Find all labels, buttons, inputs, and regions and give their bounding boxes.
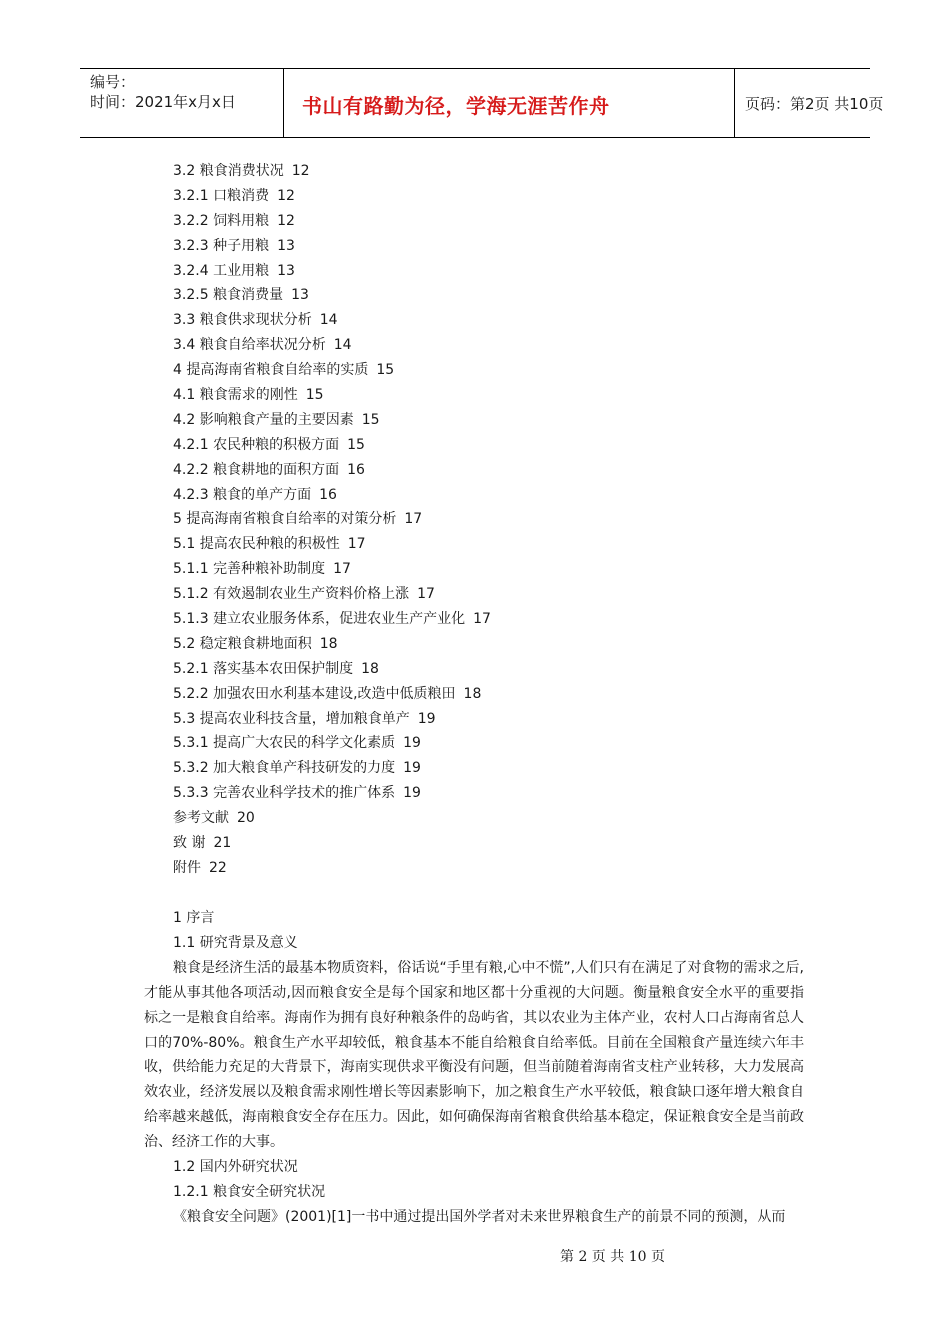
toc-entry-title: 参考文献 <box>173 810 229 827</box>
toc-entry-page: 16 <box>347 461 365 478</box>
table-of-contents <box>173 160 491 882</box>
toc-entry-page: 17 <box>473 611 491 628</box>
toc-entry-page: 17 <box>333 561 351 578</box>
toc-entry-title: 致 谢 <box>173 835 206 852</box>
header-motto-cell <box>284 69 735 137</box>
header-page-cell <box>745 69 884 137</box>
subsubsection-heading: 1.2.1 粮食安全研究状况 <box>173 1183 326 1200</box>
toc-entry-title: 5.2 稳定粮食耕地面积 <box>173 635 312 652</box>
toc-entry-page: 17 <box>404 511 423 528</box>
toc-entry-title: 5.1.2 有效遏制农业生产资料价格上涨 <box>173 586 410 603</box>
toc-entry-title: 5.1.3 建立农业服务体系，促进农业生产产业化 <box>173 611 466 628</box>
toc-entry-page: 18 <box>361 660 379 677</box>
toc-entry-page: 14 <box>333 337 352 354</box>
toc-entry-page: 18 <box>319 635 338 652</box>
toc-entry-page: 13 <box>277 262 295 279</box>
toc-entry-page: 12 <box>277 187 295 204</box>
toc-entry <box>173 334 491 359</box>
toc-entry-page: 15 <box>361 411 380 428</box>
toc-entry-title: 5.1.1 完善种粮补助制度 <box>173 561 326 578</box>
toc-entry-page: 20 <box>237 810 255 827</box>
toc-entry-title: 4.2.3 粮食的单产方面 <box>173 486 312 503</box>
subsection-heading: 1.1 研究背景及意义 <box>173 934 298 951</box>
toc-entry <box>173 732 491 757</box>
toc-entry-page: 21 <box>213 835 232 852</box>
toc-entry <box>173 583 491 608</box>
toc-entry <box>173 683 491 708</box>
toc-entry <box>173 832 491 857</box>
toc-entry-page: 19 <box>403 785 421 802</box>
toc-entry-page: 15 <box>376 362 395 379</box>
toc-entry <box>173 210 491 235</box>
section-heading: 1 序言 <box>173 910 215 926</box>
header-meta <box>80 69 284 137</box>
toc-entry-title: 3.2.2 饲料用粮 <box>173 212 270 229</box>
toc-entry <box>173 558 491 583</box>
toc-entry <box>173 260 491 285</box>
toc-entry-title: 3.3 粮食供求现状分析 <box>173 312 312 329</box>
toc-entry <box>173 434 491 459</box>
toc-entry <box>173 658 491 683</box>
body-paragraph: 粮食是经济生活的最基本物质资料，俗话说“手里有粮,心中不慌”,人们只有在满足了对食物的需求之后,才能从事其他各项活动,因而粮食安全是每个国家和地区都十分重视的大问题。衡量粮食安全水平的重要指标之一是粮食自给率。海南作为拥有良好种粮条件的岛屿省，其以农业为主体产业，农村人口占海南省总人口的70%-80%。粮食生产水平却较低，粮食基本不能自给粮食自给率低。目前在全国粮食产量连续六年丰收，供给能力充足的大背景下，海南实现供求平衡没有问题，但当前随着海南省支柱产业转移，大力发展高效农业，经济发展以及粮食需求刚性增长等因素影响下，加之粮食生产水平较低，粮食缺口逐年增大粮食自给率越来越低，海南粮食安全存在压力。因此，如何确保海南省粮食供给基本稳定，保证粮食安全是当前政治、经济工作的大事。 <box>144 959 804 1151</box>
toc-entry-page: 17 <box>347 536 366 553</box>
toc-entry <box>173 359 491 384</box>
body-paragraph: 《粮食安全问题》(2001)[1]一书中通过提出国外学者对未来世界粮食生产的前景不同的预测，从而 <box>173 1208 786 1225</box>
toc-entry-title: 5.3 提高农业科技含量，增加粮食单产 <box>173 710 410 727</box>
toc-entry-page: 12 <box>277 212 295 229</box>
toc-entry-title: 3.2 粮食消费状况 <box>173 163 284 179</box>
toc-entry-title: 5.2.2 加强农田水利基本建设,改造中低质粮田 <box>173 685 456 702</box>
toc-entry <box>173 484 491 509</box>
toc-entry-title: 附件 <box>173 859 201 876</box>
toc-entry-page: 15 <box>305 387 324 404</box>
toc-entry-page: 15 <box>347 436 365 453</box>
toc-entry <box>173 533 491 558</box>
toc-entry-title: 5.2.1 落实基本农田保护制度 <box>173 660 354 677</box>
toc-entry <box>173 633 491 658</box>
toc-entry-page: 22 <box>209 859 227 876</box>
toc-entry <box>173 185 491 210</box>
toc-entry-title: 3.2.1 口粮消费 <box>173 187 270 204</box>
toc-entry-page: 12 <box>291 163 310 179</box>
toc-entry-title: 3.4 粮食自给率状况分析 <box>173 337 326 354</box>
toc-entry-title: 4.2.1 农民种粮的积极方面 <box>173 436 340 453</box>
toc-entry-title: 5.3.3 完善农业科学技术的推广体系 <box>173 785 396 802</box>
toc-entry-page: 17 <box>417 586 435 603</box>
toc-entry-title: 3.2.5 粮食消费量 <box>173 287 284 304</box>
toc-entry <box>173 508 491 533</box>
toc-entry-title: 4.1 粮食需求的刚性 <box>173 387 298 404</box>
toc-entry-title: 5.3.2 加大粮食单产科技研发的力度 <box>173 760 396 777</box>
document-time: 时间：2021年x月x日 <box>90 93 236 111</box>
toc-entry <box>173 384 491 409</box>
toc-entry-title: 5.1 提高农民种粮的积极性 <box>173 536 340 553</box>
toc-entry <box>173 857 491 882</box>
toc-entry <box>173 608 491 633</box>
page-footer: 第 2 页 共 10 页 <box>560 1249 665 1265</box>
toc-entry-page: 14 <box>319 312 338 329</box>
toc-entry <box>173 757 491 782</box>
toc-entry <box>173 459 491 484</box>
header-motto: 书山有路勤为径，学海无涯苦作舟 <box>302 94 610 118</box>
toc-entry-page: 19 <box>417 710 436 727</box>
toc-entry <box>173 409 491 434</box>
toc-entry-page: 13 <box>291 287 309 304</box>
toc-entry-title: 4 提高海南省粮食自给率的实质 <box>173 362 369 379</box>
toc-entry-title: 4.2 影响粮食产量的主要因素 <box>173 411 354 428</box>
toc-entry-title: 3.2.4 工业用粮 <box>173 262 270 279</box>
toc-entry <box>173 708 491 733</box>
toc-entry-title: 3.2.3 种子用粮 <box>173 237 270 254</box>
toc-entry-page: 16 <box>319 486 337 503</box>
page-header <box>80 68 884 138</box>
toc-entry-page: 13 <box>277 237 295 254</box>
subsection-heading: 1.2 国内外研究状况 <box>173 1159 298 1176</box>
toc-entry-title: 5 提高海南省粮食自给率的对策分析 <box>173 511 397 528</box>
toc-entry-page: 19 <box>403 735 421 752</box>
toc-entry-title: 5.3.1 提高广大农民的科学文化素质 <box>173 735 396 752</box>
toc-entry <box>173 160 491 185</box>
toc-entry <box>173 235 491 260</box>
toc-entry <box>173 807 491 832</box>
document-number-label: 编号： <box>90 73 136 91</box>
document-body <box>144 906 804 1230</box>
toc-entry <box>173 782 491 807</box>
toc-entry <box>173 284 491 309</box>
header-page-info: 页码：第2页 共10页 <box>745 95 884 113</box>
toc-entry <box>173 309 491 334</box>
toc-entry-page: 18 <box>463 685 482 702</box>
toc-entry-page: 19 <box>403 760 421 777</box>
toc-entry-title: 4.2.2 粮食耕地的面积方面 <box>173 461 340 478</box>
